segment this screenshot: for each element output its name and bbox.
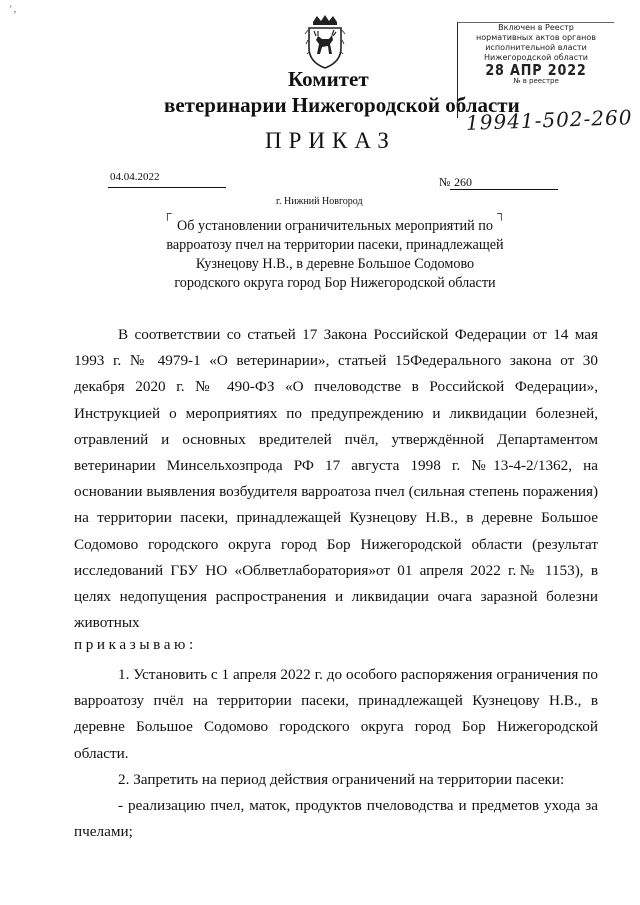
stamp-line-4: Нижегородской области (484, 53, 588, 62)
issue-city: г. Нижний Новгород (276, 196, 363, 207)
order-item-2-subitem: - реализацию пчел, маток, продуктов пчеловодства и предметов ухода за пчелами; (74, 797, 598, 841)
stamp-date: 28 АПР 2022 (485, 61, 587, 79)
coat-of-arms-icon (303, 14, 347, 70)
date-underline (108, 187, 226, 188)
registry-number-handwritten: 19941-502-260 (465, 105, 633, 135)
order-number: 260 (454, 175, 472, 189)
order-item-1: 1. Установить с 1 апреля 2022 г. до особого распоряжения ограничения по варроатозу пчёл на территории пасеки, принадлежащей Кузнецову Н.В., в деревне Большое Содомово городского округа город Бор Нижегородской области. (74, 666, 598, 762)
stamp-line-1: Включен в Реестр (498, 23, 574, 32)
scan-corner-marks: ' , (10, 4, 17, 14)
committee-name: Комитет (288, 67, 369, 91)
number-sign: № (439, 175, 451, 189)
order-item-2: 2. Запретить на период действия ограничений на территории пасеки: (118, 771, 565, 788)
order-date: 04.04.2022 (110, 171, 160, 183)
preamble-paragraph: В соответствии со статьей 17 Закона Российской Федерации от 14 мая 1993 г. № 4979-1 «О ветеринарии», статьей 15Федерального закона от 30 декабря 2020 г. № 490-ФЗ «О пчеловодстве в Российской Федерации», Инструкцией о мероприятиях по предупреждению и ликвидации болезней, отравлений и основных вредителей пчёл, утверждённой Департаментом ветеринарии Минсельхозпрода РФ 17 августа 1998 г. №13-4-2/1362, на основании выявления возбудителя варроатоза пчел (сильная степень поражения) на территории пасеки, принадлежащей Кузнецову Н.В., в деревне Большое Содомово городского округа город Бор Нижегородской области (результат исследований ГБУ НО «Облветлаборатория»от 01 апреля 2022 г.№ 1153), в целях недопущения распространения и ликвидации очага заразной болезни животных (74, 326, 598, 632)
stamp-line-2: нормативных актов органов (475, 33, 596, 42)
order-subject: Об установлении ограничительных мероприятий по варроатозу пчел на территории пасеки, принадлежащей Кузнецову Н.В., в деревне Большое Содомово городского округа город Бор Нижегородской области (166, 218, 504, 291)
orders-heading: приказываю: (74, 636, 197, 653)
subject-bracket-right: ┐ (497, 206, 506, 220)
registry-stamp (457, 22, 614, 118)
number-underline (450, 189, 558, 190)
stamp-registry-label: № в реестре (513, 77, 559, 85)
committee-name-line2: ветеринарии Нижегородской области (164, 93, 520, 117)
document-title: ПРИКАЗ (265, 128, 396, 153)
subject-bracket-left: ┌ (163, 206, 172, 220)
stamp-line-3: исполнительной власти (485, 43, 587, 52)
